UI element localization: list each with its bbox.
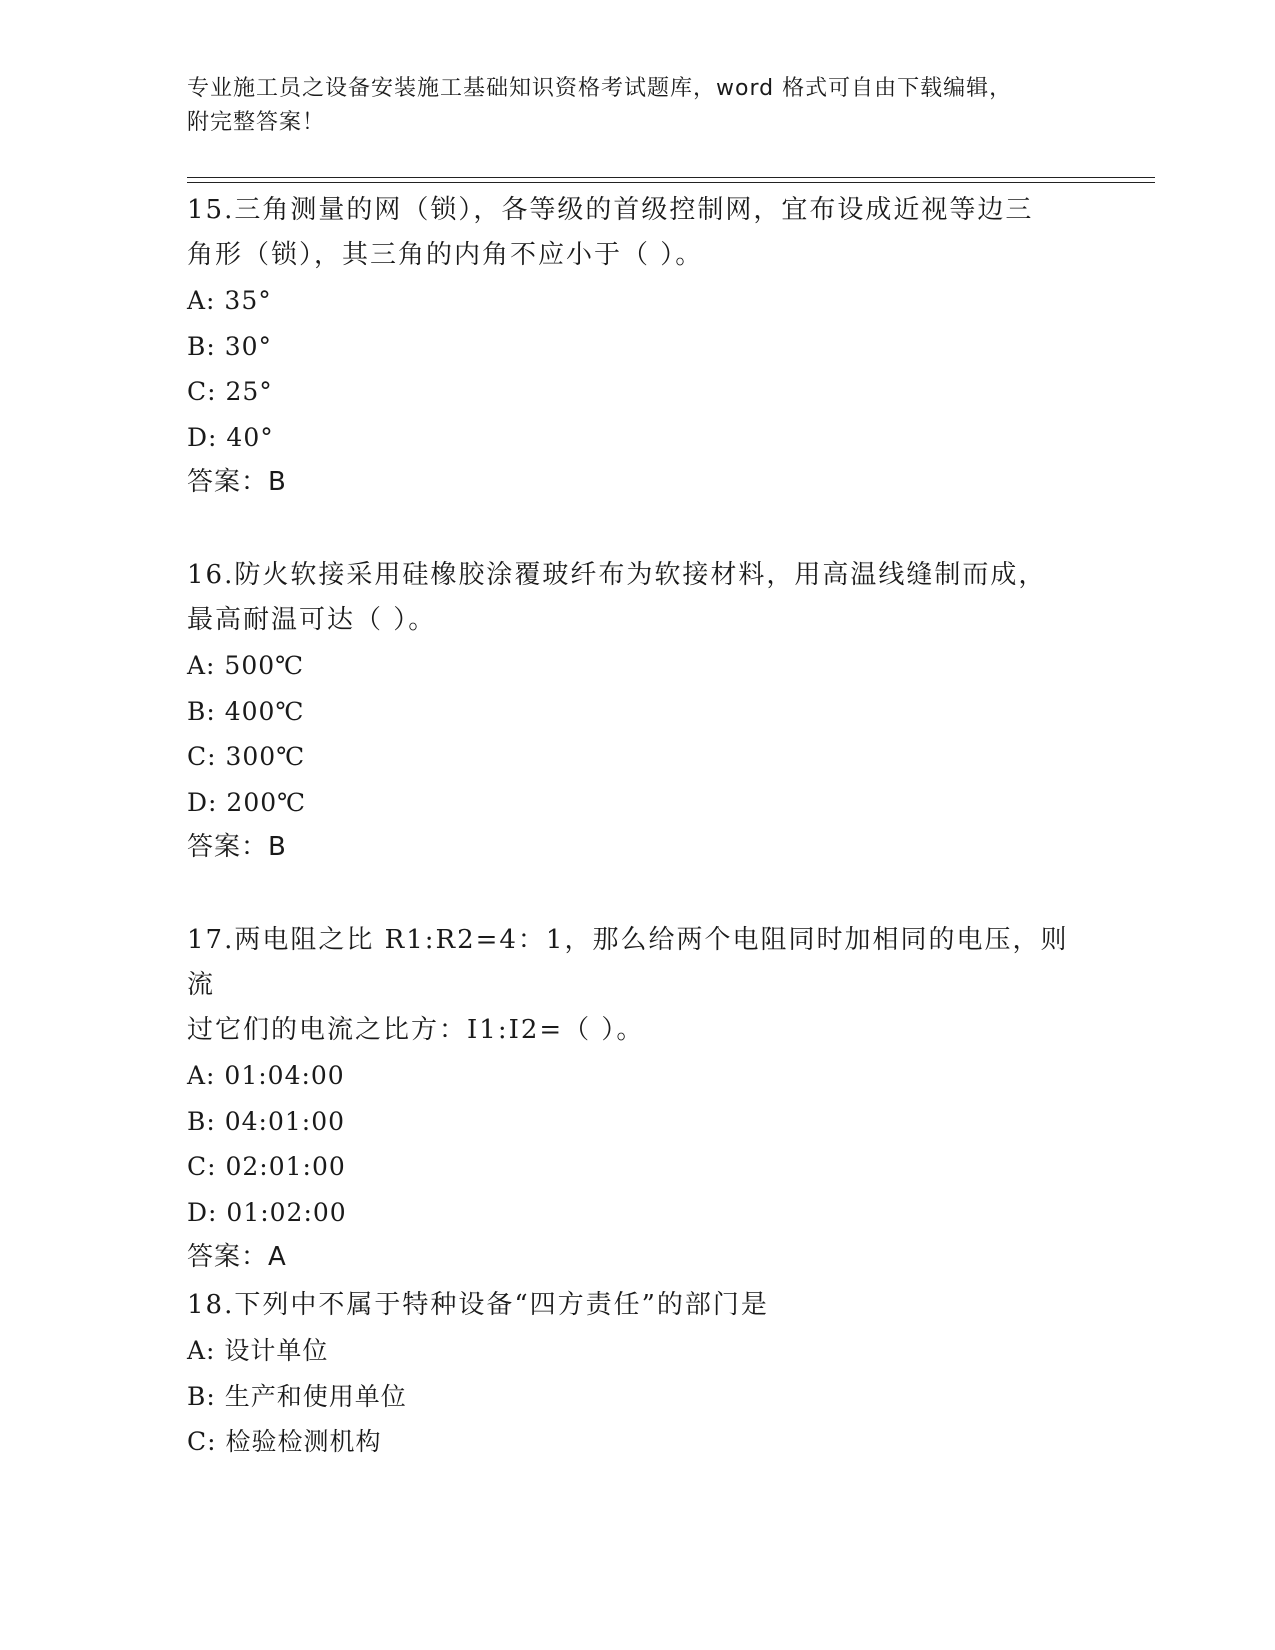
question-text-line: 最高耐温可达（ ）。 <box>187 605 437 635</box>
question-15 <box>187 188 1087 504</box>
option-c: C: 300℃ <box>187 742 306 771</box>
question-text-line: 16.防火软接采用硅橡胶涂覆玻纤布为软接材料，用高温线缝制而成， <box>187 560 1047 590</box>
question-16 <box>187 553 1087 869</box>
question-text-line: 17.两电阻之比 R1:R2=4：1，那么给两个电阻同时加相同的电压，则流 <box>187 925 1069 1000</box>
option-a: A: 01:04:00 <box>187 1061 345 1090</box>
document-header <box>187 72 1087 140</box>
header-line-2: 附完整答案！ <box>187 110 326 135</box>
question-text-line: 15.三角测量的网（锁），各等级的首级控制网，宜布设成近视等边三 <box>187 195 1034 225</box>
question-17 <box>187 918 1087 1279</box>
header-line-1: 专业施工员之设备安装施工基础知识资格考试题库，word 格式可自由下载编辑， <box>187 76 1013 101</box>
option-a: A: 设计单位 <box>187 1336 329 1365</box>
answer: 答案：A <box>187 1242 287 1272</box>
option-b: B: 30° <box>187 331 273 361</box>
option-c: C: 02:01:00 <box>187 1152 346 1181</box>
question-text-line: 角形（锁），其三角的内角不应小于（ ）。 <box>187 240 704 270</box>
header-divider-top <box>187 177 1155 178</box>
answer: 答案：B <box>187 467 287 497</box>
question-text-line: 18.下列中不属于特种设备“四方责任”的部门是 <box>187 1290 769 1320</box>
option-a: A: 35° <box>187 286 272 315</box>
answer: 答案：B <box>187 832 287 862</box>
option-d: D: 01:02:00 <box>187 1197 347 1227</box>
option-c: C: 25° <box>187 377 273 406</box>
option-b: B: 生产和使用单位 <box>187 1381 407 1411</box>
option-d: D: 40° <box>187 422 274 452</box>
option-a: A: 500℃ <box>187 651 305 680</box>
option-d: D: 200℃ <box>187 787 307 817</box>
question-text-line: 过它们的电流之比方：I1:I2=（ ）。 <box>187 1015 645 1045</box>
header-divider-bottom <box>187 182 1155 183</box>
option-b: B: 400℃ <box>187 696 305 726</box>
option-c: C: 检验检测机构 <box>187 1427 382 1456</box>
question-18 <box>187 1283 1087 1465</box>
option-b: B: 04:01:00 <box>187 1106 346 1136</box>
